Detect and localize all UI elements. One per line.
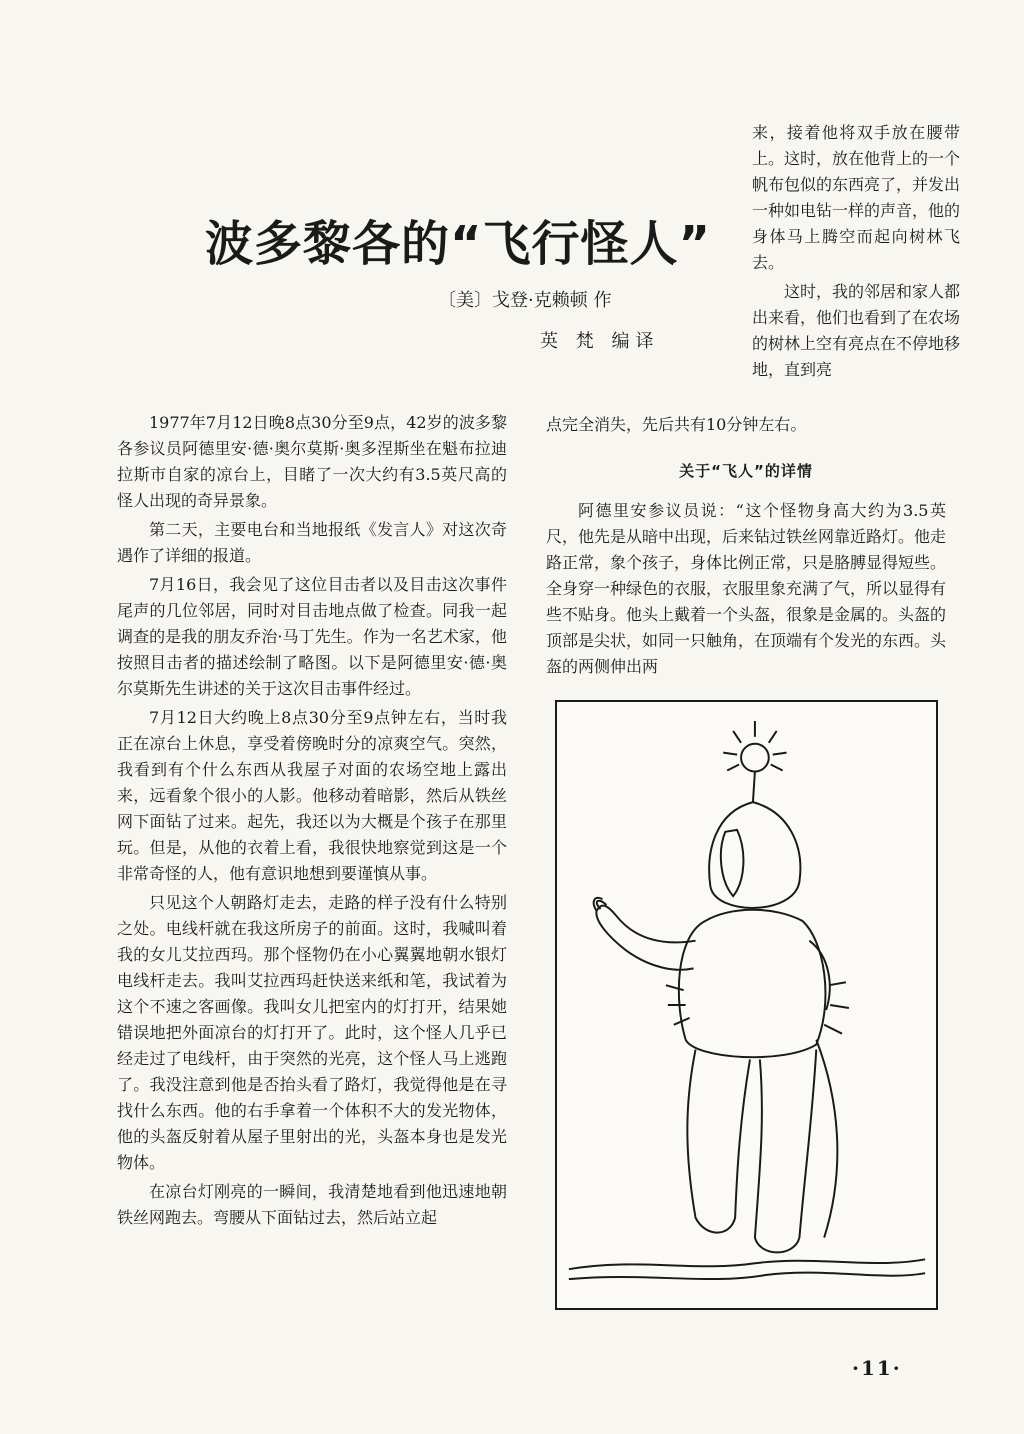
paragraph: 这时，我的邻居和家人都出来看，他们也看到了在农场的树林上空有亮点在不停地移地，直到亮 (752, 282, 961, 379)
antenna (753, 771, 755, 802)
illustration-frame (555, 700, 938, 1310)
right-column-middle (546, 412, 946, 680)
author-byline: 〔美〕戈登·克赖顿 作 (438, 290, 612, 311)
left-leg (687, 1050, 750, 1233)
glowing-orb (741, 744, 769, 772)
ground-line (569, 1259, 925, 1269)
ground-line (569, 1273, 925, 1279)
torso (679, 910, 826, 1057)
paragraph: 阿德里安参议员说：“这个怪物身高大约为3.5英尺，他先是从暗中出现，后来钻过铁丝网靠近路灯。他走路正常，象个孩子，身体比例正常，只是胳膊显得短些。全身穿一种绿色的衣服，衣服里象充满了气，所以显得有些不贴身。他头上戴着一个头盔，很象是金属的。头盔的顶部是尖状，如同一只触角，在顶端有个发光的东西。头盔的两侧伸出两 (546, 501, 947, 676)
paragraph: 1977年7月12日晚8点30分至9点，42岁的波多黎各参议员阿德里安·德·奥尔莫斯·奥多涅斯坐在魁布拉迪拉斯市自家的凉台上，目睹了一次大约有3.5英尺高的怪人出现的奇异景象。 (117, 413, 507, 510)
hand (594, 898, 607, 911)
paragraph: 第二天，主要电台和当地报纸《发言人》对这次奇遇作了详细的报道。 (117, 520, 507, 565)
paragraph: 7月12日大约晚上8点30分至9点钟左右，当时我正在凉台上休息，享受着傍晚时分的凉爽空气。突然，我看到有个什么东西从我屋子对面的农场空地上露出来，远看象个很小的人影。他移动着暗影，然后从铁丝网下面钻了过来。起先，我还以为大概是个孩子在那里玩。但是，从他的衣着上看，我很快地察觉到这是一个非常奇怪的人，他有意识地想到要谨慎从事。 (117, 708, 507, 883)
left-arm (809, 941, 829, 1010)
right-column-top (752, 120, 960, 383)
article-title: 波多黎各的“飞行怪人” (205, 216, 712, 272)
paragraph: 在凉台灯刚亮的一瞬间，我清楚地看到他迅速地朝铁丝网跑去。弯腰从下面钻过去，然后站立起 (117, 1182, 507, 1227)
paragraph: 只见这个人朝路灯走去，走路的样子没有什么特别之处。电线杆就在我这所房子的前面。这时，我喊叫着我的女儿艾拉西玛。那个怪物仍在小心翼翼地朝水银灯电线杆走去。我叫艾拉西玛赶快送来纸和笔，我试着为这个不速之客画像。我叫女儿把室内的灯打开，结果她错误地把外面凉台的灯打开了。此时，这个怪人几乎已经走过了电线杆，由于突然的光亮，这个怪人马上逃跑了。我没注意到他是否抬头看了路灯，我觉得他是在寻找什么东西。他的右手拿着一个体积不大的发光物体，他的头盔反射着从屋子里射出的光，头盔本身也是发光物体。 (117, 893, 507, 1172)
helmet (709, 802, 800, 908)
cable (816, 1040, 837, 1238)
right-leg (755, 1050, 816, 1253)
section-subheading: 关于“飞人”的详情 (679, 462, 813, 480)
paragraph: 来，接着他将双手放在腰带上。这时，放在他背上的一个帆布包似的东西亮了，并发出一种如电钻一样的声音，他的身体马上腾空而起向树林飞去。 (752, 123, 961, 272)
glow-rays (723, 721, 786, 770)
page-number: ·11· (852, 1356, 902, 1380)
paragraph: 点完全消失，先后共有10分钟左右。 (546, 415, 807, 434)
left-column (117, 410, 507, 1231)
visor (721, 830, 744, 896)
flying-humanoid-sketch-icon (557, 702, 936, 1308)
paragraph: 7月16日，我会见了这位目击者以及目击这次事件尾声的几位邻居，同时对目击地点做了检查。同我一起调查的是我的朋友乔治·马丁先生。作为一名艺术家，他按照目击者的描述绘制了略图。以下是阿德里安·德·奥尔莫斯先生讲述的关于这次目击事件经过。 (117, 575, 507, 698)
translator-byline: 英 梵 编译 (540, 331, 660, 352)
